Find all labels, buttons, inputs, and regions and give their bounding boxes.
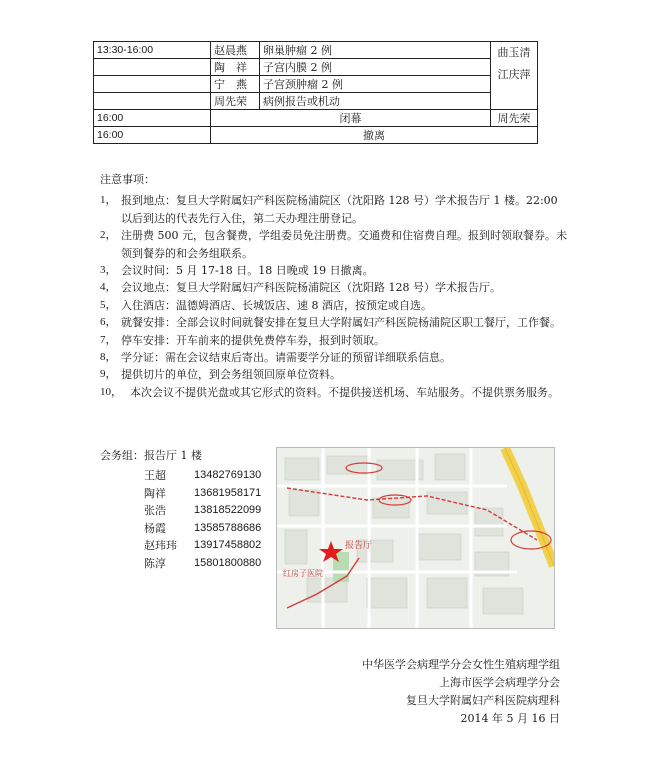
chair-name: 曲玉清 bbox=[497, 46, 531, 59]
note-item bbox=[100, 262, 570, 279]
chair-cell bbox=[491, 42, 538, 110]
organization-line: 复旦大学附属妇产科医院病理科 bbox=[406, 694, 560, 707]
note-number: 6， bbox=[100, 316, 117, 329]
hospital-label: 红房子医院 bbox=[283, 569, 323, 578]
session-label: 闭幕 bbox=[211, 110, 491, 127]
note-text: 学分证：需在会议结束后寄出。请需要学分证的预留详细联系信息。 bbox=[121, 351, 451, 365]
time-cell bbox=[94, 59, 211, 76]
contact-row bbox=[100, 537, 262, 555]
contact-name: 王超 bbox=[144, 469, 166, 482]
time-cell: 13:30-16:00 bbox=[94, 42, 211, 59]
note-item bbox=[100, 349, 570, 366]
contact-name: 赵玮玮 bbox=[144, 539, 177, 552]
notes-title: 注意事项： bbox=[100, 173, 155, 186]
contacts-section bbox=[100, 447, 262, 572]
topic-cell: 卵巢肿瘤 2 例 bbox=[260, 42, 491, 59]
table-row bbox=[94, 76, 538, 93]
note-number: 7， bbox=[100, 333, 117, 346]
note-text: 入住酒店：温德姆酒店、长城饭店、速 8 酒店，按预定或自选。 bbox=[121, 298, 432, 312]
contact-name: 张浩 bbox=[144, 504, 166, 517]
contact-phone: 13585788686 bbox=[194, 521, 262, 534]
note-text: 本次会议不提供光盘或其它形式的资料。不提供接送机场、车站服务。不提供票务服务。 bbox=[130, 385, 559, 399]
contact-row bbox=[100, 502, 262, 520]
contact-name: 杨霞 bbox=[144, 521, 166, 535]
note-text: 提供切片的单位，到会务组领回原单位资料。 bbox=[121, 368, 341, 382]
time-cell bbox=[94, 93, 211, 110]
note-text: 注册费 500 元，包含餐费，学组委员免注册费。交通费和住宿费自理。报到时领取餐券。未领到餐券的和会务组联系。 bbox=[121, 229, 567, 260]
note-item bbox=[100, 192, 570, 227]
table-row bbox=[94, 59, 538, 76]
contact-phone: 13482769130 bbox=[194, 469, 262, 481]
signature-date: 2014 年 5 月 16 日 bbox=[460, 712, 560, 725]
contact-row bbox=[100, 467, 262, 485]
note-item bbox=[100, 279, 570, 296]
chair-cell: 周先荣 bbox=[491, 110, 538, 127]
note-item bbox=[100, 297, 570, 314]
speaker-cell: 陶 祥 bbox=[211, 59, 260, 76]
note-text: 就餐安排：全部会议时间就餐安排在复旦大学附属妇产科医院杨浦院区职工餐厅，工作餐。 bbox=[121, 316, 561, 330]
speaker-cell: 赵晨燕 bbox=[211, 42, 260, 59]
note-text: 停车安排：开车前来的提供免费停车券，报到时领取。 bbox=[121, 333, 385, 347]
schedule-table bbox=[93, 41, 538, 144]
table-row bbox=[94, 110, 538, 127]
topic-cell: 子宫颈肿瘤 2 例 bbox=[260, 76, 491, 93]
note-number: 9， bbox=[100, 368, 117, 381]
organization-line: 中华医学会病理学分会女性生殖病理学组 bbox=[362, 658, 560, 671]
time-cell: 16:00 bbox=[94, 110, 211, 127]
contact-row bbox=[100, 485, 262, 503]
time-cell: 16:00 bbox=[94, 127, 211, 144]
contact-row bbox=[100, 555, 262, 573]
map-graphic bbox=[277, 448, 554, 628]
note-text: 报到地点：复旦大学附属妇产科医院杨浦院区（沈阳路 128 号）学术报告厅 1 楼。22:00 以后到达的代表先行入住，第二天办理注册登记。 bbox=[121, 194, 558, 225]
note-number: 3， bbox=[100, 264, 117, 277]
note-item bbox=[100, 227, 570, 262]
speaker-cell: 宁 燕 bbox=[211, 76, 260, 93]
signature-block bbox=[362, 656, 560, 728]
note-item bbox=[100, 384, 570, 401]
contact-row bbox=[100, 520, 262, 538]
topic-cell: 病例报告或机动 bbox=[260, 93, 491, 110]
contact-phone: 15801800880 bbox=[194, 556, 262, 569]
speaker-cell: 周先荣 bbox=[211, 93, 260, 110]
note-item bbox=[100, 366, 570, 383]
note-item bbox=[100, 332, 570, 349]
note-item bbox=[100, 314, 570, 331]
contacts-label: 会务组：报告厅 1 楼 bbox=[100, 449, 202, 462]
note-number: 8， bbox=[100, 351, 117, 364]
contact-phone: 13917458802 bbox=[194, 539, 262, 551]
contact-name: 陈淳 bbox=[144, 556, 166, 570]
note-number: 10， bbox=[100, 385, 122, 398]
note-text: 会议地点：复旦大学附属妇产科医院杨浦院区（沈阳路 128 号）学术报告厅。 bbox=[121, 281, 501, 295]
location-map bbox=[276, 447, 555, 629]
session-label: 撤离 bbox=[211, 127, 538, 144]
note-number: 2， bbox=[100, 229, 117, 242]
note-text: 会议时间：5 月 17-18 日。18 日晚或 19 日撤离。 bbox=[121, 264, 374, 278]
note-number: 5， bbox=[100, 298, 117, 311]
venue-label: 报告厅 bbox=[345, 541, 373, 551]
time-cell bbox=[94, 76, 211, 93]
table-row bbox=[94, 93, 538, 110]
contact-name: 陶祥 bbox=[144, 486, 166, 500]
notes-section bbox=[100, 171, 570, 401]
contact-phone: 13818522099 bbox=[194, 504, 262, 516]
topic-cell: 子宫内膜 2 例 bbox=[260, 59, 491, 76]
organization-line: 上海市医学会病理学分会 bbox=[439, 676, 560, 689]
contact-phone: 13681958171 bbox=[194, 486, 262, 499]
note-number: 1， bbox=[100, 194, 117, 207]
table-row bbox=[94, 127, 538, 144]
chair-name: 江庆萍 bbox=[497, 68, 531, 81]
note-number: 4， bbox=[100, 281, 117, 294]
table-row bbox=[94, 42, 538, 59]
